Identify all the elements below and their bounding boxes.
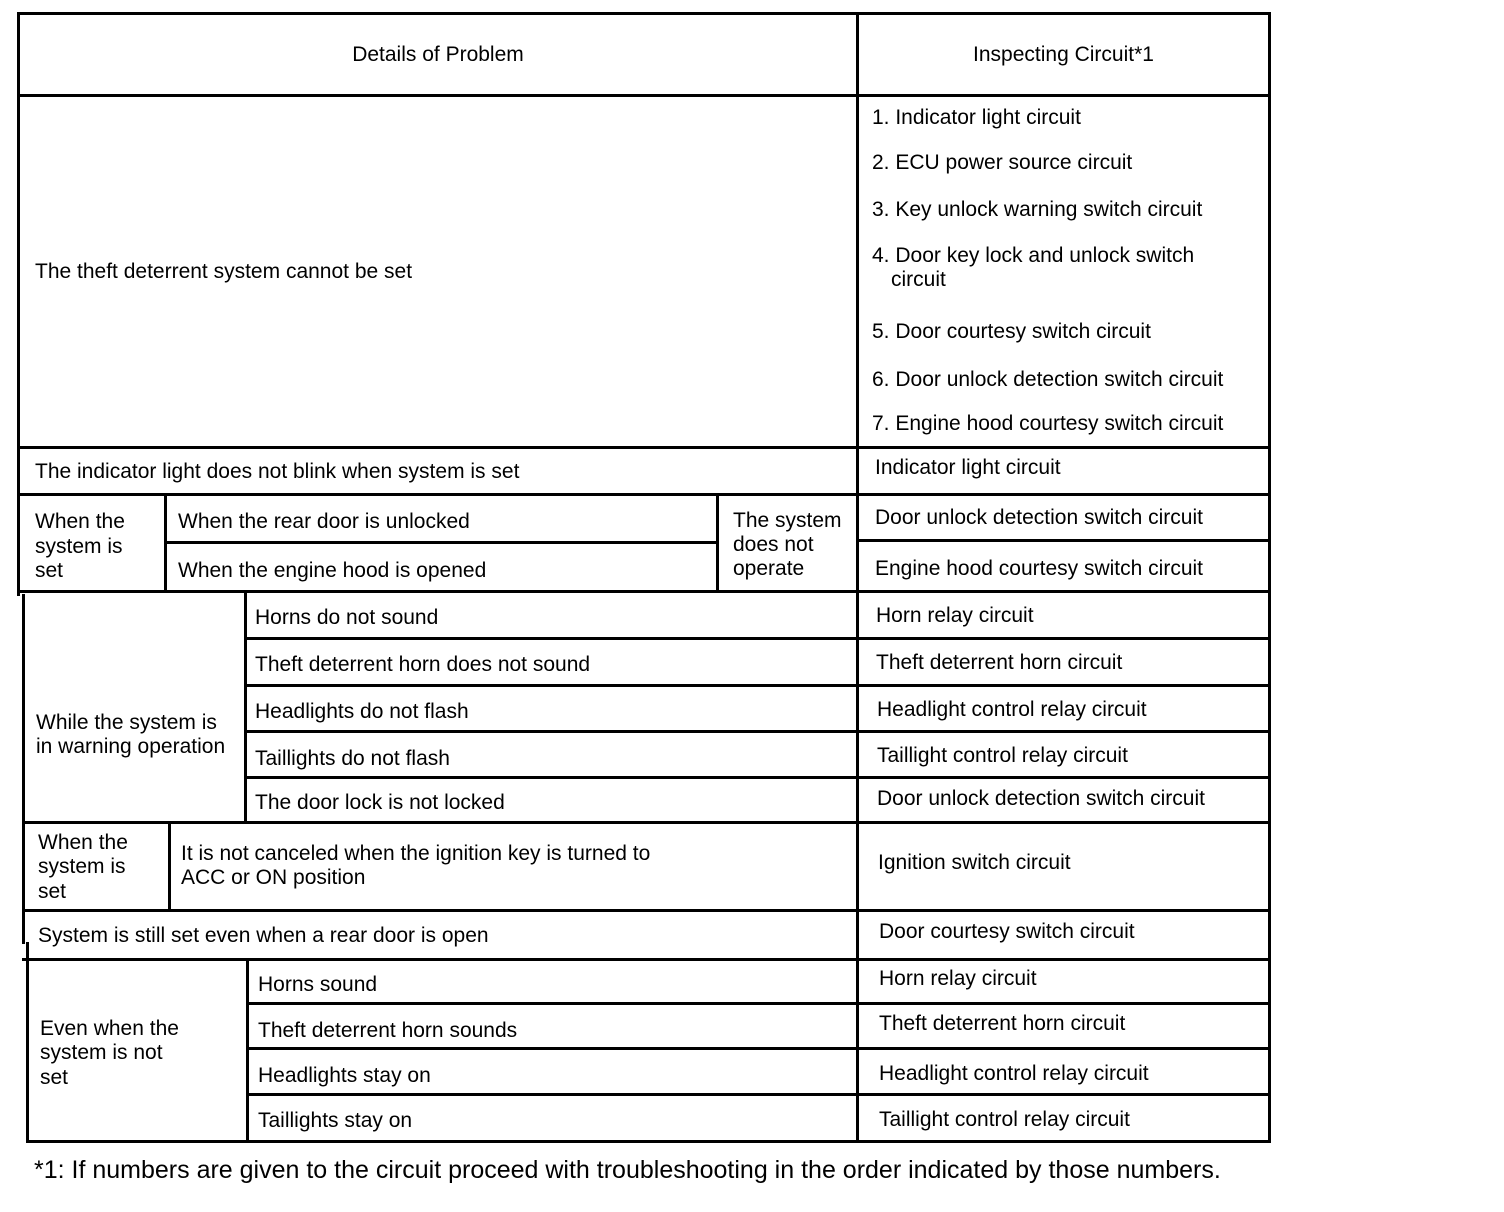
circuit-door-unlock-detection: Door unlock detection switch circuit [877, 786, 1205, 810]
result-line: does not [733, 533, 814, 556]
problem-cannot-be-set: The theft deterrent system cannot be set [35, 260, 413, 283]
circuit-headlight-relay: Headlight control relay circuit [879, 1061, 1149, 1085]
group-label-line: set [35, 559, 64, 582]
header-inspecting: Inspecting Circuit*1 [973, 43, 1154, 66]
circuit-engine-hood-courtesy: Engine hood courtesy switch circuit [875, 556, 1203, 580]
problem-headlights-stay-on: Headlights stay on [258, 1063, 431, 1087]
circuit-theft-horn: Theft deterrent horn circuit [879, 1011, 1126, 1035]
problem-taillights-not-flash: Taillights do not flash [255, 746, 450, 770]
circuit-list-item: 4. Door key lock and unlock switch [872, 244, 1195, 267]
problem-horns-not-sound: Horns do not sound [255, 605, 439, 629]
circuit-headlight-relay: Headlight control relay circuit [877, 697, 1147, 721]
group-label-line: system is [35, 535, 123, 558]
problem-horns-sound: Horns sound [258, 972, 378, 996]
circuit-list-item-cont: circuit [891, 268, 946, 291]
group-label-line: When the [35, 510, 125, 533]
circuit-list-item: 6. Door unlock detection switch circuit [872, 368, 1224, 391]
group-label-line: system is not [40, 1041, 163, 1064]
circuit-taillight-relay: Taillight control relay circuit [879, 1107, 1130, 1131]
circuit-list-item: 7. Engine hood courtesy switch circuit [872, 412, 1224, 435]
circuit-theft-horn: Theft deterrent horn circuit [876, 650, 1123, 674]
circuit-list-item: 5. Door courtesy switch circuit [872, 320, 1151, 343]
circuit-list-item: 3. Key unlock warning switch circuit [872, 198, 1203, 221]
circuit-taillight-relay: Taillight control relay circuit [877, 743, 1128, 767]
problem-door-lock-not-locked: The door lock is not locked [255, 790, 505, 814]
problem-taillights-stay-on: Taillights stay on [258, 1108, 413, 1132]
footnote: *1: If numbers are given to the circuit proceed with troubleshooting in the order indicated by those numbers. [34, 1156, 1221, 1184]
result-line: The system [733, 509, 842, 532]
problem-theft-horn-not-sound: Theft deterrent horn does not sound [255, 652, 591, 676]
group-label-line: When the [38, 831, 128, 854]
problem-engine-hood-opened: When the engine hood is opened [178, 558, 487, 582]
circuit-door-courtesy: Door courtesy switch circuit [879, 919, 1135, 943]
problem-theft-horn-sounds: Theft deterrent horn sounds [258, 1018, 518, 1042]
group-label-line: Even when the [40, 1017, 179, 1040]
circuit-list-item: 2. ECU power source circuit [872, 151, 1133, 174]
group-label-line: set [38, 880, 67, 903]
problem-line: ACC or ON position [181, 866, 366, 889]
circuit-horn-relay: Horn relay circuit [879, 966, 1037, 990]
problem-line: It is not canceled when the ignition key is turned to [181, 842, 651, 865]
problem-headlights-not-flash: Headlights do not flash [255, 699, 469, 723]
circuit-horn-relay: Horn relay circuit [876, 603, 1034, 627]
group-label-line: system is [38, 855, 126, 878]
problem-still-set-rear-door-open: System is still set even when a rear door is open [38, 923, 489, 947]
problem-rear-door-unlocked: When the rear door is unlocked [178, 509, 470, 533]
group-label-line: in warning operation [36, 735, 226, 758]
group-label-line: set [40, 1066, 69, 1089]
circuit-list-item: 1. Indicator light circuit [872, 106, 1081, 129]
group-label-line: While the system is [36, 711, 217, 734]
problem-indicator-not-blink: The indicator light does not blink when system is set [35, 459, 520, 483]
header-details: Details of Problem [352, 43, 524, 66]
circuit-door-unlock-detection: Door unlock detection switch circuit [875, 505, 1203, 529]
circuit-ignition-switch: Ignition switch circuit [878, 850, 1071, 874]
result-line: operate [733, 557, 805, 580]
circuit-indicator-light: Indicator light circuit [875, 455, 1061, 479]
